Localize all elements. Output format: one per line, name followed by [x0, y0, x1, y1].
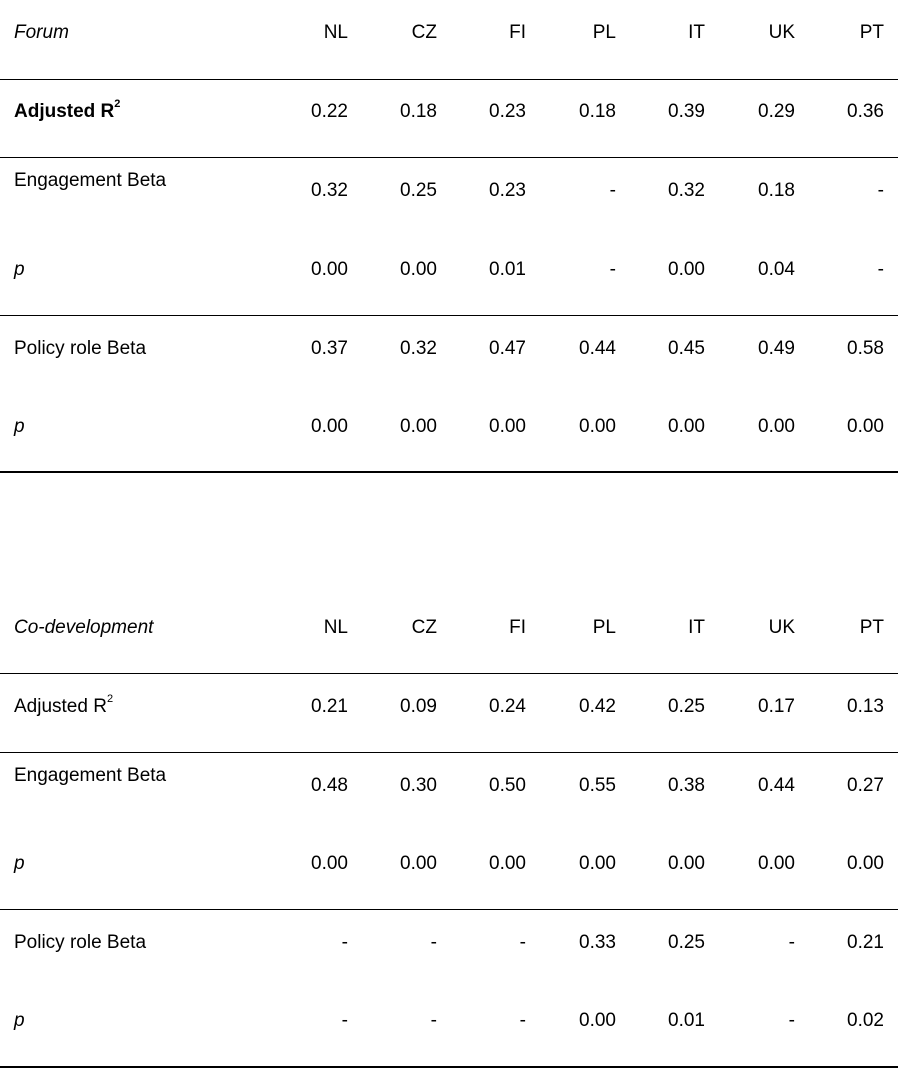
- column-header: IT: [688, 22, 705, 43]
- table-cell: 0.00: [579, 416, 616, 437]
- policy-p-row: [0, 416, 905, 440]
- table-cell: 0.44: [579, 338, 616, 359]
- table-cell: 0.37: [311, 338, 348, 359]
- table-cell: 0.29: [758, 101, 795, 122]
- table-cell: 0.36: [847, 101, 884, 122]
- superscript: 2: [114, 98, 121, 110]
- table-cell: 0.22: [311, 101, 348, 122]
- table-cell: -: [877, 180, 884, 201]
- superscript: 2: [106, 693, 114, 705]
- table-title: Co-development: [14, 617, 154, 638]
- table-cell: 0.32: [668, 180, 705, 201]
- table-cell: 0.00: [758, 853, 795, 874]
- table-cell: 0.02: [847, 1010, 884, 1031]
- table-cell: 0.25: [668, 932, 705, 953]
- table-cell: 0.38: [668, 775, 705, 796]
- rule: [0, 909, 898, 910]
- r2-label-text: Adjusted R: [14, 101, 115, 122]
- table-cell: 0.23: [489, 180, 526, 201]
- engagement-row: [0, 775, 905, 799]
- column-header: NL: [323, 22, 348, 43]
- table-cell: -: [519, 932, 526, 953]
- table-cell: 0.00: [579, 853, 616, 874]
- table-cell: 0.00: [668, 853, 705, 874]
- table-cell: -: [341, 1010, 348, 1031]
- table-cell: 0.30: [400, 775, 437, 796]
- table-cell: 0.09: [400, 696, 437, 717]
- table-cell: 0.00: [847, 416, 884, 437]
- column-header: PT: [859, 22, 884, 43]
- table-cell: 0.24: [489, 696, 526, 717]
- table-cell: 0.00: [758, 416, 795, 437]
- rule: [0, 471, 898, 473]
- row-label: p: [14, 853, 25, 874]
- table-cell: 0.00: [489, 853, 526, 874]
- table-cell: 0.58: [847, 338, 884, 359]
- table-title: Forum: [14, 22, 69, 43]
- table-cell: -: [609, 259, 616, 280]
- table-cell: -: [519, 1010, 526, 1031]
- row-label: [14, 693, 114, 718]
- table-cell: 0.50: [489, 775, 526, 796]
- table-cell: 0.33: [579, 932, 616, 953]
- row-label: p: [14, 259, 25, 280]
- table-cell: 0.32: [400, 338, 437, 359]
- table-cell: -: [877, 259, 884, 280]
- r2-row: [0, 98, 905, 125]
- table-cell: 0.00: [311, 853, 348, 874]
- column-header: UK: [768, 22, 795, 43]
- header-row: [0, 617, 905, 641]
- row-label: Engagement Beta: [14, 765, 167, 786]
- table-cell: 0.32: [311, 180, 348, 201]
- column-header: PL: [592, 22, 616, 43]
- column-header: UK: [768, 617, 795, 638]
- table-cell: 0.00: [400, 416, 437, 437]
- column-header: NL: [323, 617, 348, 638]
- column-header: FI: [509, 617, 526, 638]
- engagement-row: [0, 180, 905, 204]
- policy-row: [0, 932, 905, 956]
- row-label: [14, 98, 121, 123]
- table-cell: 0.27: [847, 775, 884, 796]
- rule: [0, 79, 898, 80]
- table-cell: 0.47: [489, 338, 526, 359]
- table-cell: 0.25: [668, 696, 705, 717]
- row-label: Policy role Beta: [14, 932, 147, 953]
- r2-label-text: Adjusted R: [14, 696, 107, 717]
- table-cell: 0.01: [489, 259, 526, 280]
- table-cell: 0.00: [579, 1010, 616, 1031]
- table-cell: 0.42: [579, 696, 616, 717]
- table-cell: 0.21: [311, 696, 348, 717]
- table-cell: 0.18: [758, 180, 795, 201]
- table-cell: 0.49: [758, 338, 795, 359]
- column-header: FI: [509, 22, 526, 43]
- engagement-p-row: [0, 853, 905, 877]
- rule: [0, 752, 898, 753]
- rule: [0, 1066, 898, 1068]
- row-label: p: [14, 1010, 25, 1031]
- rule: [0, 157, 898, 158]
- table-cell: 0.25: [400, 180, 437, 201]
- table-cell: 0.48: [311, 775, 348, 796]
- table-cell: -: [609, 180, 616, 201]
- table-cell: -: [788, 1010, 795, 1031]
- table-cell: 0.21: [847, 932, 884, 953]
- table-cell: 0.00: [400, 853, 437, 874]
- table-cell: 0.23: [489, 101, 526, 122]
- table-cell: 0.18: [400, 101, 437, 122]
- table-cell: -: [430, 1010, 437, 1031]
- table-cell: -: [341, 932, 348, 953]
- engagement-p-row: [0, 259, 905, 283]
- table-cell: 0.00: [311, 416, 348, 437]
- table-cell: -: [430, 932, 437, 953]
- column-header: CZ: [411, 22, 437, 43]
- table-cell: 0.44: [758, 775, 795, 796]
- table-cell: 0.00: [400, 259, 437, 280]
- table-cell: 0.13: [847, 696, 884, 717]
- table-cell: 0.00: [311, 259, 348, 280]
- table-cell: 0.01: [668, 1010, 705, 1031]
- table-cell: 0.00: [668, 259, 705, 280]
- row-label: Engagement Beta: [14, 170, 167, 191]
- r2-row: [0, 693, 905, 720]
- table-cell: 0.00: [847, 853, 884, 874]
- table-cell: 0.00: [489, 416, 526, 437]
- rule: [0, 673, 898, 674]
- policy-row: [0, 338, 905, 362]
- table-cell: 0.39: [668, 101, 705, 122]
- column-header: PL: [592, 617, 616, 638]
- column-header: IT: [688, 617, 705, 638]
- column-header: CZ: [411, 617, 437, 638]
- table-cell: 0.04: [758, 259, 795, 280]
- rule: [0, 315, 898, 316]
- column-header: PT: [859, 617, 884, 638]
- table-cell: 0.45: [668, 338, 705, 359]
- row-label: Policy role Beta: [14, 338, 147, 359]
- table-cell: 0.55: [579, 775, 616, 796]
- header-row: [0, 22, 905, 46]
- policy-p-row: [0, 1010, 905, 1034]
- table-cell: 0.00: [668, 416, 705, 437]
- table-cell: -: [788, 932, 795, 953]
- table-cell: 0.18: [579, 101, 616, 122]
- table-cell: 0.17: [758, 696, 795, 717]
- row-label: p: [14, 416, 25, 437]
